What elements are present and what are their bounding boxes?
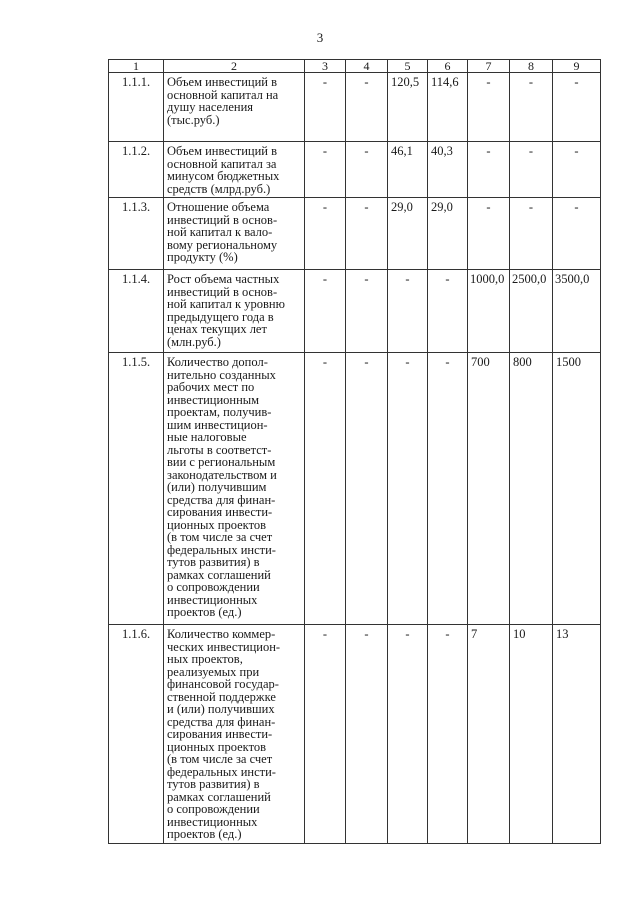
page-number: 3 xyxy=(316,30,324,45)
column-number: 6 xyxy=(428,60,468,73)
value-cell: - xyxy=(510,198,553,270)
value-cell: - xyxy=(346,353,388,625)
column-number-row xyxy=(109,60,601,73)
column-number: 9 xyxy=(553,60,601,73)
table-row xyxy=(109,625,601,844)
value-cell: - xyxy=(510,142,553,198)
value-cell: - xyxy=(428,353,468,625)
row-number: 1.1.3. xyxy=(109,198,164,270)
table-row xyxy=(109,142,601,198)
value-cell: 7 xyxy=(468,625,510,844)
indicator-description: Объем инвестиций в основной капитал за минусом бюджетных средств (млрд.руб.) xyxy=(164,142,305,198)
column-number: 3 xyxy=(305,60,346,73)
value-cell: - xyxy=(553,73,601,142)
value-cell: - xyxy=(346,270,388,353)
indicator-description: Количество коммер- ческих инвестицион- ных проектов, реализуемых при финансовой государ- ственной поддержке и (или) получивших средства для финан- сирования инвести- ционных проектов (в том числе за счет федеральных инсти- тутов развития) в рамках соглашений о сопровождении инвестиционных проектов (ед.) xyxy=(164,625,305,844)
value-cell: - xyxy=(305,625,346,844)
value-cell: 2500,0 xyxy=(510,270,553,353)
row-number: 1.1.5. xyxy=(109,353,164,625)
column-number: 4 xyxy=(346,60,388,73)
table-row xyxy=(109,73,601,142)
table-row xyxy=(109,198,601,270)
value-cell: - xyxy=(428,270,468,353)
value-cell: 800 xyxy=(510,353,553,625)
value-cell: - xyxy=(305,353,346,625)
value-cell: 13 xyxy=(553,625,601,844)
value-cell: - xyxy=(388,353,428,625)
value-cell: - xyxy=(510,73,553,142)
value-cell: - xyxy=(346,625,388,844)
column-number: 8 xyxy=(510,60,553,73)
value-cell: - xyxy=(388,270,428,353)
value-cell: - xyxy=(346,73,388,142)
row-number: 1.1.1. xyxy=(109,73,164,142)
value-cell: 700 xyxy=(468,353,510,625)
value-cell: 114,6 xyxy=(428,73,468,142)
value-cell: - xyxy=(305,270,346,353)
indicator-description: Количество допол- нительно созданных рабочих мест по инвестиционным проектам, получив- шим инвестицион- ные налоговые льготы в соответст- вии с региональным законодательством и (или) получившим средства для финан- сирования инвести- ционных проектов (в том числе за счет федеральных инсти- тутов развития) в рамках соглашений о сопровождении инвестиционных проектов (ед.) xyxy=(164,353,305,625)
value-cell: - xyxy=(553,142,601,198)
value-cell: 29,0 xyxy=(388,198,428,270)
indicator-description: Отношение объема инвестиций в основ- ной капитал к вало- вому региональному продукту (%) xyxy=(164,198,305,270)
value-cell: - xyxy=(468,73,510,142)
value-cell: - xyxy=(305,142,346,198)
value-cell: - xyxy=(428,625,468,844)
value-cell: 10 xyxy=(510,625,553,844)
value-cell: - xyxy=(346,142,388,198)
value-cell: 29,0 xyxy=(428,198,468,270)
row-number: 1.1.6. xyxy=(109,625,164,844)
column-number: 1 xyxy=(109,60,164,73)
value-cell: - xyxy=(388,625,428,844)
value-cell: - xyxy=(346,198,388,270)
value-cell: 1000,0 xyxy=(468,270,510,353)
value-cell: - xyxy=(468,198,510,270)
column-number: 5 xyxy=(388,60,428,73)
value-cell: - xyxy=(553,198,601,270)
value-cell: - xyxy=(305,198,346,270)
value-cell: 1500 xyxy=(553,353,601,625)
value-cell: 120,5 xyxy=(388,73,428,142)
value-cell: - xyxy=(468,142,510,198)
column-number: 2 xyxy=(164,60,305,73)
table-row xyxy=(109,353,601,625)
table-row xyxy=(109,270,601,353)
value-cell: 3500,0 xyxy=(553,270,601,353)
value-cell: 46,1 xyxy=(388,142,428,198)
row-number: 1.1.2. xyxy=(109,142,164,198)
indicators-table xyxy=(108,59,601,844)
column-number: 7 xyxy=(468,60,510,73)
indicator-description: Объем инвестиций в основной капитал на душу населения (тыс.руб.) xyxy=(164,73,305,142)
indicator-description: Рост объема частных инвестиций в основ- ной капитал к уровню предыдущего года в ценах текущих лет (млн.руб.) xyxy=(164,270,305,353)
row-number: 1.1.4. xyxy=(109,270,164,353)
value-cell: - xyxy=(305,73,346,142)
value-cell: 40,3 xyxy=(428,142,468,198)
